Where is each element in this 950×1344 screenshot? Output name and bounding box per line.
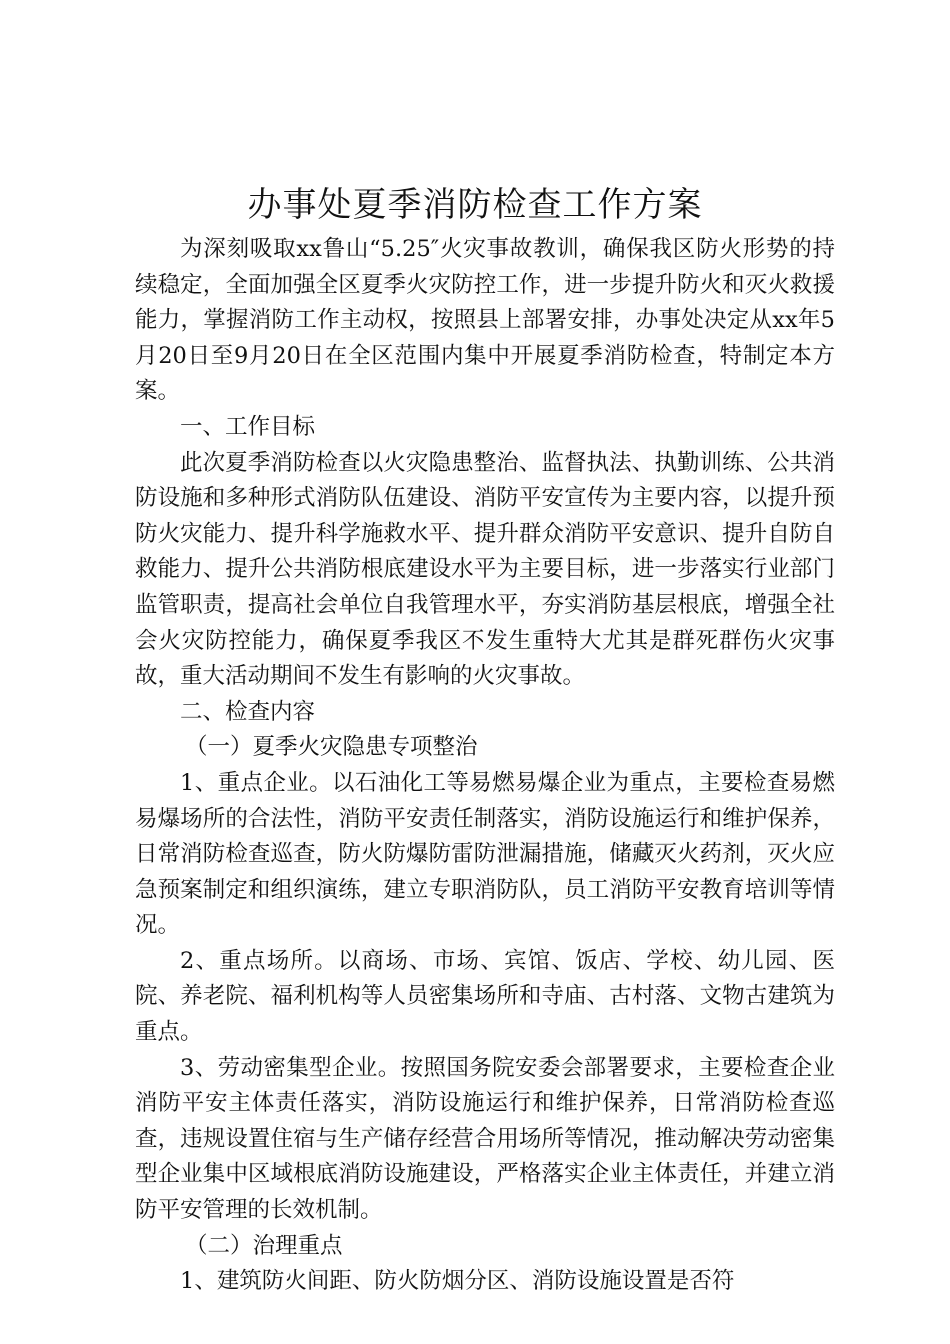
section-heading-content: 二、检查内容	[180, 698, 316, 725]
subsection-heading-focus: （二）治理重点	[185, 1232, 343, 1259]
intro-paragraph: 为深刻吸取xx鲁山“5.25″火灾事故教训，确保我区防火形势的持续稳定，全面加强全区夏季火灾防控工作，进一步提升防火和灭火救援能力，掌握消防工作主动权，按照县上部署安排，办事处决定从xx年5月20日至9月20日在全区范围内集中开展夏季消防检查，特制定本方案。	[135, 236, 835, 405]
item-key-venues: 2、重点场所。以商场、市场、宾馆、饭店、学校、幼儿园、医院、养老院、福利机构等人员密集场所和寺庙、古村落、文物古建筑为重点。	[135, 947, 835, 1046]
document-title: 办事处夏季消防检查工作方案	[247, 185, 703, 225]
goals-paragraph: 此次夏季消防检查以火灾隐患整治、监督执法、执勤训练、公共消防设施和多种形式消防队伍建设、消防平安宣传为主要内容，以提升预防火灾能力、提升科学施救水平、提升群众消防平安意识、提升自防自救能力、提升公共消防根底建设水平为主要目标，进一步落实行业部门监管职责，提高社会单位自我管理水平，夯实消防基层根底，增强全社会火灾防控能力，确保夏季我区不发生重特大尤其是群死群伤火灾事故，重大活动期间不发生有影响的火灾事故。	[135, 449, 835, 690]
section-heading-goals: 一、工作目标	[180, 413, 316, 440]
item-labor-intensive: 3、劳动密集型企业。按照国务院安委会部署要求，主要检查企业消防平安主体责任落实，消防设施运行和维护保养，日常消防检查巡查，违规设置住宿与生产储存经营合用场所等情况，推动解决劳动密集型企业集中区域根底消防设施建设，严格落实企业主体责任，并建立消防平安管理的长效机制。	[135, 1054, 835, 1224]
item-building-fire-separation: 1、建筑防火间距、防火防烟分区、消防设施设置是否符	[180, 1268, 735, 1295]
item-key-enterprises: 1、重点企业。以石油化工等易燃易爆企业为重点，主要检查易燃易爆场所的合法性，消防平安责任制落实，消防设施运行和维护保养，日常消防检查巡查，防火防爆防雷防泄漏措施，储藏灭火药剂，灭火应急预案制定和组织演练，建立专职消防队，员工消防平安教育培训等情况。	[135, 769, 835, 939]
subsection-heading-rectification: （一）夏季火灾隐患专项整治	[185, 734, 478, 761]
document-body	[135, 232, 835, 1300]
